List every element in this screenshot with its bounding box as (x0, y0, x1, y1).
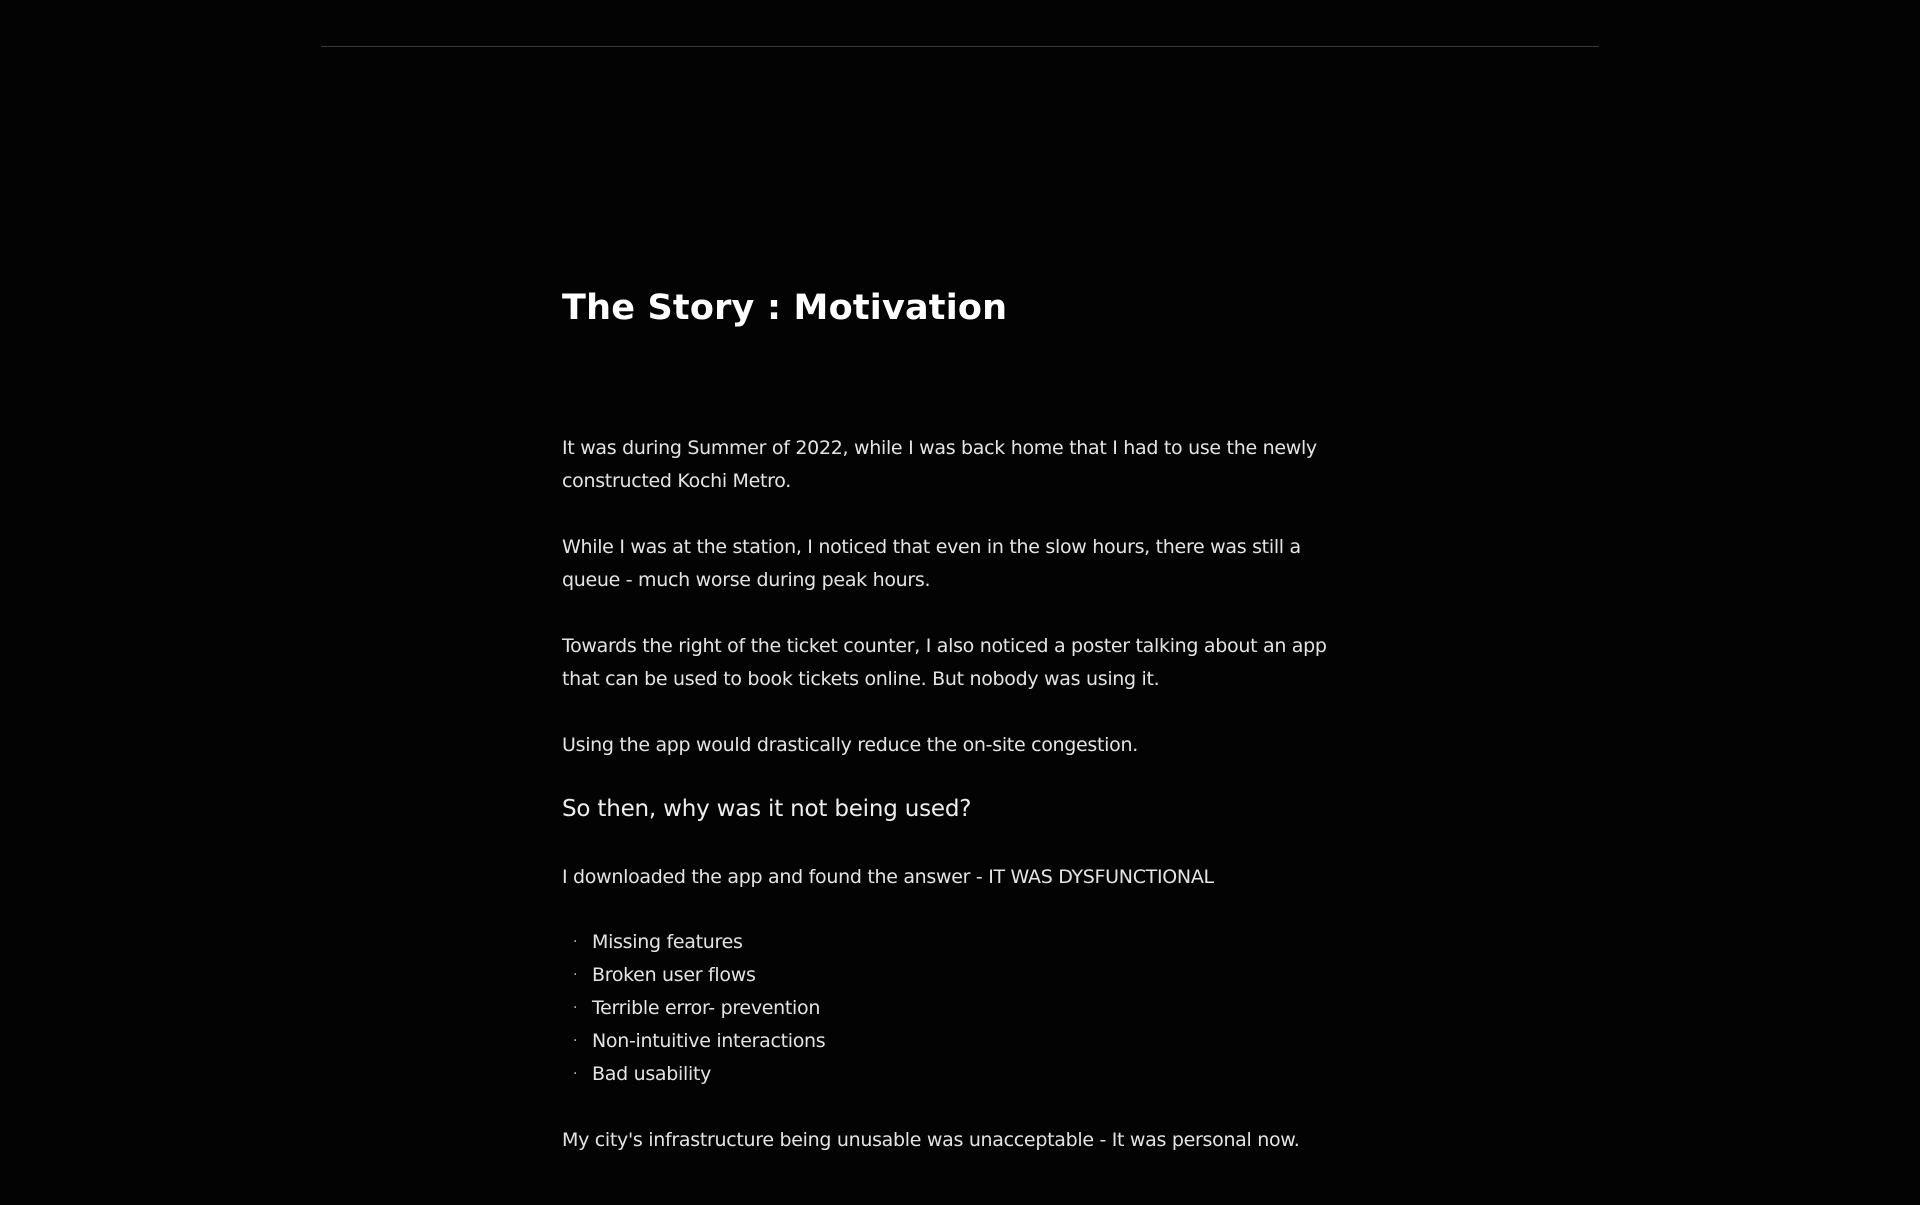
bullet-icon: · (573, 967, 578, 983)
list-item (562, 992, 825, 1025)
top-divider (321, 46, 1599, 47)
question-heading: So then, why was it not being used? (562, 796, 972, 822)
bullet-icon: · (573, 1000, 578, 1016)
story-paragraph-congestion: Using the app would drastically reduce the on-site congestion. (562, 734, 1138, 756)
issue-list (562, 926, 825, 1091)
issue-label: Missing features (592, 931, 743, 953)
issue-label: Bad usability (592, 1063, 712, 1085)
conclusion-paragraph: My city's infrastructure being unusable was unacceptable - It was personal now. (562, 1129, 1300, 1151)
bullet-icon: · (573, 934, 578, 950)
issue-label: Non-intuitive interactions (592, 1030, 826, 1052)
list-item (562, 1058, 825, 1091)
issue-label: Broken user flows (592, 964, 756, 986)
list-item (562, 959, 825, 992)
list-item (562, 1025, 825, 1058)
bullet-icon: · (573, 1033, 578, 1049)
story-paragraph-poster: Towards the right of the ticket counter, I also noticed a poster talking about an app that can be used to book tickets online. But nobody was using it. (562, 635, 1327, 690)
finding-paragraph: I downloaded the app and found the answer - IT WAS DYSFUNCTIONAL (562, 866, 1214, 888)
issue-label: Terrible error- prevention (592, 997, 821, 1019)
story-paragraph-summer-2022: It was during Summer of 2022, while I was back home that I had to use the newly constructed Kochi Metro. (562, 437, 1317, 492)
page-title: The Story : Motivation (562, 288, 1008, 328)
story-paragraph-queue: While I was at the station, I noticed that even in the slow hours, there was still a queue - much worse during peak hours. (562, 536, 1301, 591)
list-item (562, 926, 825, 959)
bullet-icon: · (573, 1066, 578, 1082)
